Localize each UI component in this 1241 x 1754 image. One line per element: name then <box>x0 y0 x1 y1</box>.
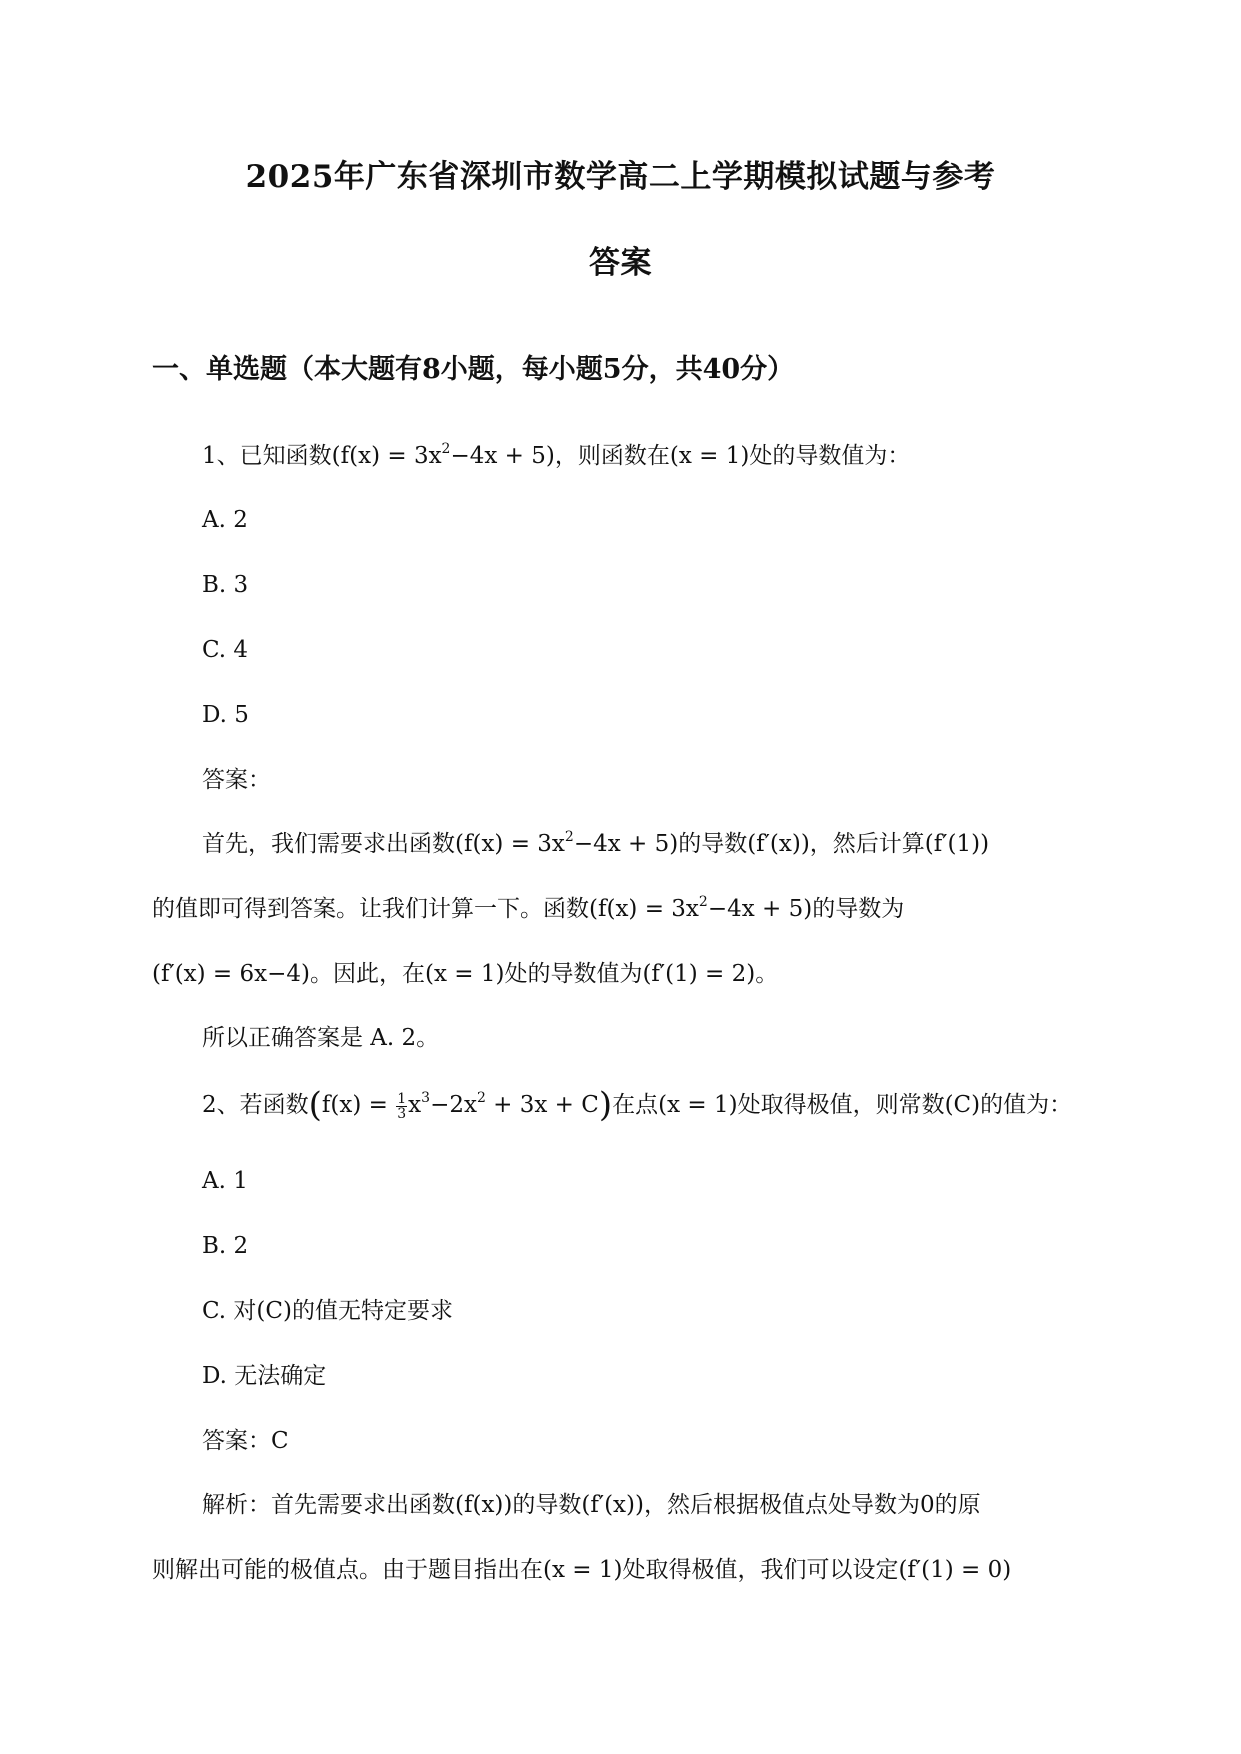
q2-stem-prefix: 2、若函数 <box>202 1092 309 1118</box>
q1-option-c: C. 4 <box>202 637 249 663</box>
q2-explanation-line2: 则解出可能的极值点。由于题目指出在(x = 1)处取得极值，我们可以设定(f′(1) = 0) <box>152 1557 1012 1583</box>
q1-explanation-part: 首先，我们需要求出函数(f(x) = 3x <box>202 831 565 857</box>
q2-func-exponent: 3 <box>421 1090 431 1106</box>
q1-stem-mid: ，则函数在 <box>554 443 670 469</box>
q1-answer-label: 答案： <box>202 767 271 793</box>
q1-option-a: A. 2 <box>202 507 248 533</box>
q1-point: (x = 1) <box>669 443 750 469</box>
q1-explanation-line2 <box>152 894 905 922</box>
q2-func-part: + 3x + C <box>485 1092 599 1118</box>
q1-stem <box>202 441 911 469</box>
q2-option-d: D. 无法确定 <box>202 1363 327 1389</box>
q2-func-part: f(x) = <box>321 1092 396 1118</box>
q2-fraction <box>396 1092 407 1121</box>
q1-func-part: −4x + 5) <box>450 443 555 469</box>
q2-option-b: B. 2 <box>202 1233 249 1259</box>
doc-title-line1: 2025年广东省深圳市数学高二上学期模拟试题与参考 <box>245 159 996 195</box>
q2-answer: 答案：C <box>202 1428 289 1454</box>
q1-explanation-line4: 所以正确答案是 A. 2。 <box>202 1025 440 1051</box>
q2-option-a: A. 1 <box>202 1168 248 1194</box>
q1-option-b: B. 3 <box>202 572 249 598</box>
q2-stem <box>202 1085 1073 1125</box>
q2-paren-open: ( <box>308 1085 322 1125</box>
q2-func-exponent: 2 <box>476 1090 486 1106</box>
q2-paren-close: ) <box>598 1085 613 1125</box>
q1-stem-suffix: 处的导数值为： <box>749 443 911 469</box>
q2-func-part: −2x <box>430 1092 477 1118</box>
q1-explanation-part: 的值即可得到答案。让我们计算一下。函数(f(x) = 3x <box>152 896 699 922</box>
q1-explanation-line3: (f′(x) = 6x−4)。因此，在(x = 1)处的导数值为(f′(1) = 2)。 <box>152 961 779 987</box>
q2-fraction-denominator: 3 <box>397 1105 407 1122</box>
q1-func-part: (f(x) = 3x <box>331 443 442 469</box>
q1-explanation-exponent: 2 <box>698 894 708 910</box>
q1-explanation-part: −4x + 5)的导数为 <box>707 896 905 922</box>
q2-fraction-numerator: 1 <box>397 1090 407 1107</box>
section-heading: 一、单选题（本大题有8小题，每小题5分，共40分） <box>152 354 795 385</box>
q1-explanation-line1 <box>202 829 990 857</box>
q1-func-exponent: 2 <box>441 441 451 457</box>
q2-stem-suffix: 在点(x = 1)处取得极值，则常数(C)的值为： <box>612 1092 1073 1118</box>
q2-func-part: x <box>408 1092 422 1118</box>
q2-option-c: C. 对(C)的值无特定要求 <box>202 1298 453 1324</box>
q1-explanation-exponent: 2 <box>564 829 574 845</box>
doc-title-line2: 答案 <box>589 245 652 281</box>
q1-stem-prefix: 1、已知函数 <box>202 443 332 469</box>
q1-explanation-part: −4x + 5)的导数(f′(x))，然后计算(f′(1)) <box>573 831 990 857</box>
q1-option-d: D. 5 <box>202 702 249 728</box>
q2-explanation-line1: 解析：首先需要求出函数(f(x))的导数(f′(x))，然后根据极值点处导数为0的原 <box>202 1492 981 1518</box>
q1-func <box>332 443 555 469</box>
